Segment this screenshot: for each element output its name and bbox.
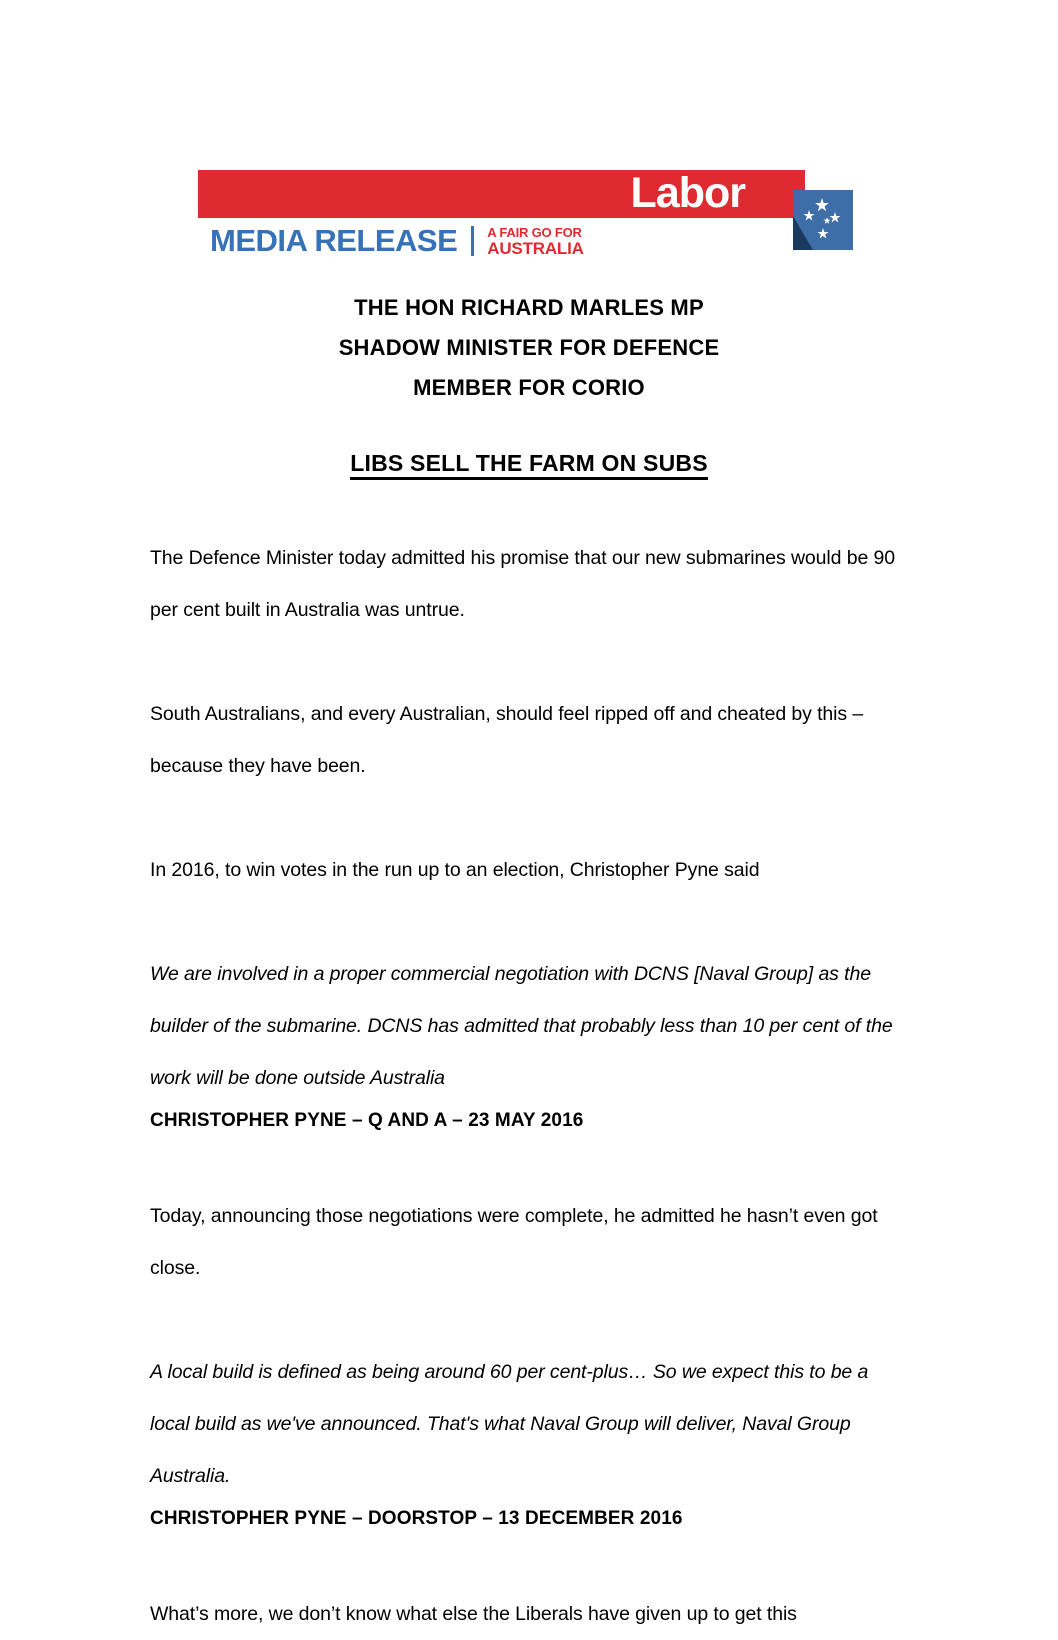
tagline-line-2: AUSTRALIA: [487, 238, 584, 258]
release-body: [150, 532, 910, 1640]
quote-block-2: A local build is defined as being around 60 per cent-plus… So we expect this to be a local build as we've announced. That's what Naval Group will deliver, Naval Group Australia.: [150, 1361, 869, 1487]
southern-cross-logo: [793, 190, 853, 250]
media-release-strapline: [210, 222, 584, 260]
quote-attribution-2: CHRISTOPHER PYNE – DOORSTOP – 13 DECEMBER 2016: [150, 1508, 683, 1529]
quote-block-1: We are involved in a proper commercial negotiation with DCNS [Naval Group] as the builder of the submarine. DCNS has admitted that probably less than 10 per cent of the work will be done outside Australia: [150, 963, 893, 1089]
paragraph-2: South Australians, and every Australian, should feel ripped off and cheated by this – because they have been.: [150, 703, 864, 777]
paragraph-1: The Defence Minister today admitted his promise that our new submarines would be 90 per cent built in Australia was untrue.: [150, 547, 896, 621]
media-release-label: MEDIA RELEASE: [210, 223, 458, 258]
heading-line-name: THE HON RICHARD MARLES MP: [354, 295, 704, 320]
page-title: [0, 450, 1058, 477]
quote-attribution-1: CHRISTOPHER PYNE – Q AND A – 23 MAY 2016: [150, 1110, 584, 1131]
southern-cross-icon: [793, 190, 853, 250]
paragraph-4: Today, announcing those negotiations were complete, he admitted he hasn’t even got close.: [150, 1205, 878, 1279]
tagline-line-1: A FAIR GO FOR: [487, 224, 582, 240]
divider-bar: [471, 226, 474, 256]
red-banner: [198, 170, 805, 218]
office-heading: [0, 288, 1058, 408]
page-title-text: LIBS SELL THE FARM ON SUBS: [350, 450, 707, 480]
paragraph-5: What’s more, we don’t know what else the Liberals have given up to get this: [150, 1603, 797, 1625]
heading-line-portfolio: SHADOW MINISTER FOR DEFENCE: [338, 335, 720, 360]
tagline: [487, 225, 583, 258]
paragraph-3: In 2016, to win votes in the run up to an election, Christopher Pyne said: [150, 859, 760, 881]
letterhead: [198, 170, 858, 260]
heading-line-electorate: MEMBER FOR CORIO: [413, 375, 645, 400]
labor-wordmark: Labor: [630, 169, 745, 217]
